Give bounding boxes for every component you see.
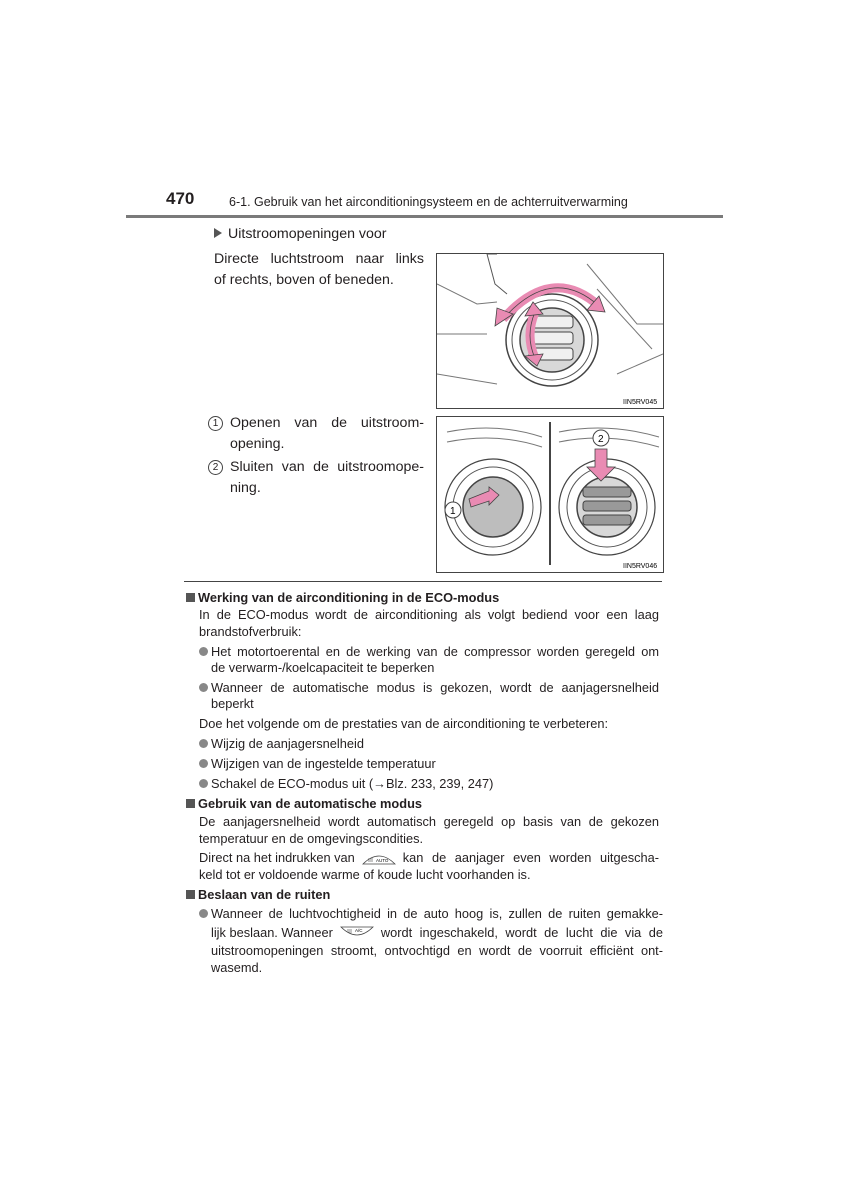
eco-bullet5: Schakel de ECO-modus uit (→Blz. 233, 239, 247) xyxy=(199,775,493,792)
vents-item2-line2: ning. xyxy=(230,480,261,496)
figure-vent-direction xyxy=(436,253,664,409)
eco-bullet2-line1: Wanneer de automatische modus is gekozen, wordt de aanjagersnelheid xyxy=(199,679,659,696)
vents-desc-line2: of rechts, boven of beneden. xyxy=(214,272,394,288)
section-separator xyxy=(184,581,662,582)
vents-item1-num-wrap xyxy=(208,413,223,434)
eco-intro-line2: brandstofverbruik: xyxy=(199,624,302,639)
page-number: 470 xyxy=(166,189,195,208)
square-bullet-icon xyxy=(186,593,195,602)
circled-number-1: 1 xyxy=(208,416,223,431)
eco-intro-line1: In de ECO-modus wordt de airconditioning als volgt bediend voor een laag xyxy=(199,607,659,622)
figure-vent-open-close xyxy=(436,416,664,573)
bullet-dot-icon xyxy=(199,759,208,768)
fog-line4: wasemd. xyxy=(211,960,263,975)
ac-button-icon xyxy=(339,925,375,941)
vents-item2-line1: Sluiten van de uitstroomope- xyxy=(230,459,424,475)
auto-heading: Gebruik van de automatische modus xyxy=(186,795,422,812)
square-bullet-icon xyxy=(186,799,195,808)
fog-line2: lijk beslaan. Wanneer A/C wordt ingeschakeld, wordt de lucht die via de xyxy=(211,925,663,940)
auto-line2: temperatuur en de omgevingscondities. xyxy=(199,831,424,846)
fog-line1: Wanneer de luchtvochtigheid in de auto hoog is, zullen de ruiten gemakke- xyxy=(199,905,663,922)
vents-item1-line2: opening. xyxy=(230,436,285,452)
bullet-dot-icon xyxy=(199,739,208,748)
vents-heading: Uitstroomopeningen voor xyxy=(214,224,387,245)
bullet-dot-icon xyxy=(199,909,208,918)
figure1-label: IIN5RV045 xyxy=(623,399,658,406)
fog-line3: uitstroomopeningen stroomt, ontvochtigd en wordt de voorruit efficiënt ont- xyxy=(211,943,663,958)
vent-direction-illustration xyxy=(437,254,663,408)
callout-1: 1 xyxy=(450,506,456,517)
bullet-dot-icon xyxy=(199,647,208,656)
svg-text:AUTO: AUTO xyxy=(375,857,389,863)
eco-improve: Doe het volgende om de prestaties van de airconditioning te verbeteren: xyxy=(199,716,609,731)
eco-bullet1-line2: de verwarm-/koelcapaciteit te beperken xyxy=(211,660,435,675)
figure2-label: IIN5RV046 xyxy=(623,563,658,570)
auto-line4: keld tot er voldoende warme of koude lucht voorhanden is. xyxy=(199,867,531,882)
fog-heading: Beslaan van de ruiten xyxy=(186,886,330,903)
bullet-dot-icon xyxy=(199,683,208,692)
circled-number-2: 2 xyxy=(208,460,223,475)
bullet-dot-icon xyxy=(199,779,208,788)
eco-bullet2-line2: beperkt xyxy=(211,696,254,711)
header-rule xyxy=(126,215,723,218)
auto-button-icon xyxy=(361,850,397,866)
auto-line1: De aanjagersnelheid wordt automatisch geregeld op basis van de gekozen xyxy=(199,814,659,829)
header-title: 6-1. Gebruik van het airconditioningsysteem en de achterruitverwarming xyxy=(229,195,628,209)
eco-bullet1-line1: Het motortoerental en de werking van de compressor worden geregeld om xyxy=(199,643,659,660)
eco-bullet4: Wijzigen van de ingestelde temperatuur xyxy=(199,755,436,772)
triangle-icon xyxy=(214,228,222,238)
vents-desc-line1: Directe luchtstroom naar links xyxy=(214,251,424,267)
auto-line3: Direct na het indrukken van AUTO kan de aanjager even worden uitgescha- xyxy=(199,850,659,865)
vents-item1-line1: Openen van de uitstroom- xyxy=(230,415,424,431)
svg-text:A/C: A/C xyxy=(354,927,363,933)
eco-bullet3: Wijzig de aanjagersnelheid xyxy=(199,735,364,752)
square-bullet-icon xyxy=(186,890,195,899)
eco-heading: Werking van de airconditioning in de ECO-modus xyxy=(186,589,499,606)
vent-open-close-illustration xyxy=(437,417,663,572)
callout-2: 2 xyxy=(598,434,604,445)
vents-item2-num-wrap xyxy=(208,457,223,478)
